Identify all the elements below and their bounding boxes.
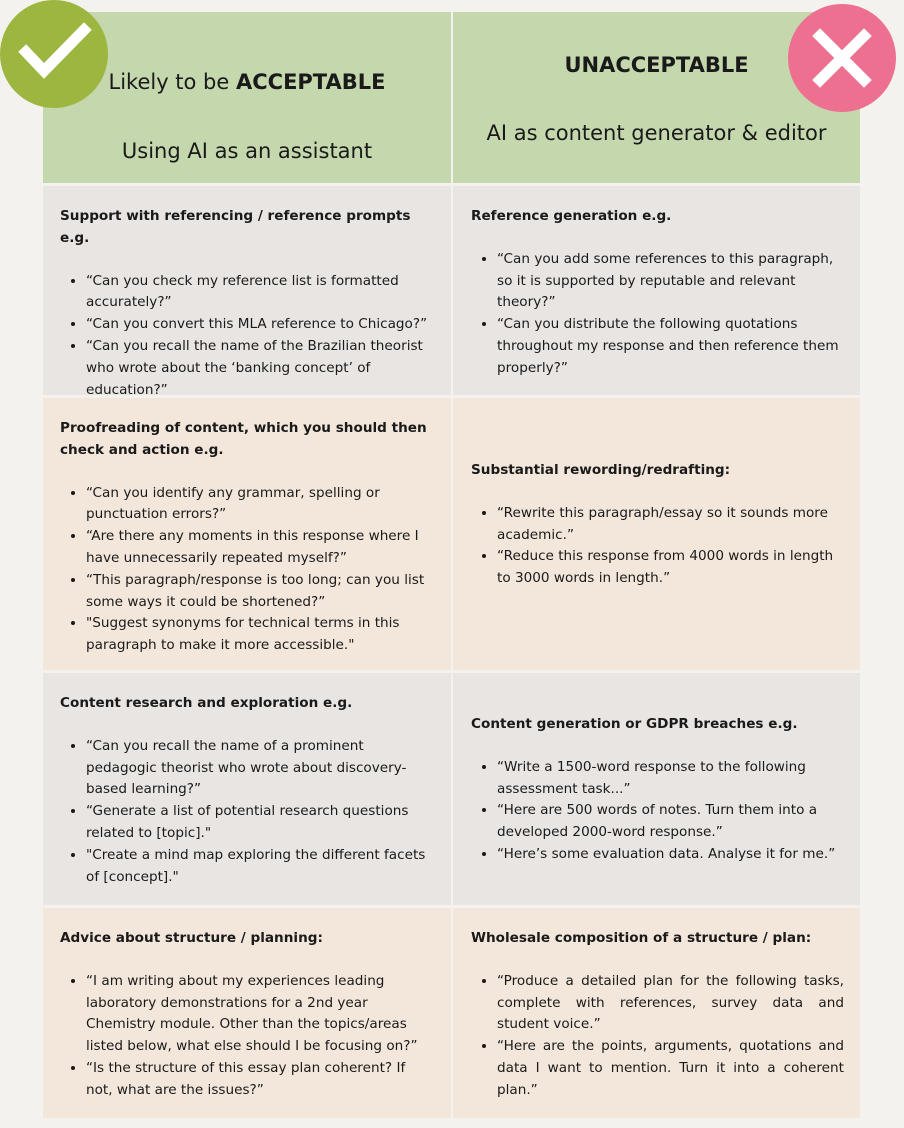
check-icon [0,0,108,108]
example-list [60,271,435,402]
unacceptable-cell-rewording [453,398,860,670]
example-list [471,503,844,590]
list-item: • “This paragraph/response is too long; can you list some ways it could be shortened?” [86,570,435,614]
example-list [60,971,435,1102]
list-item: • “Here are 500 words of notes. Turn them into a developed 2000-word response.” [497,800,844,844]
list-item: • “Is the structure of this essay plan coherent? If not, what are the issues?” [86,1058,435,1102]
list-item: • "Create a mind map exploring the different facets of [concept]." [86,845,435,889]
acceptable-cell-referencing [43,186,451,398]
example-list [60,736,435,889]
unacceptable-cell-reference-generation [453,186,860,395]
unacceptable-header-title: UNACCEPTABLE [564,53,749,77]
cell-title: Proofreading of content, which you should then check and action e.g. [60,420,427,458]
list-item: • "Suggest synonyms for technical terms in this paragraph to make it more accessible." [86,613,435,657]
list-item: • “Rewrite this paragraph/essay so it sounds more academic.” [497,503,844,547]
list-item: • “Can you distribute the following quotations throughout my response and then reference them properly?” [497,314,844,379]
unacceptable-cell-content-generation [453,673,860,905]
list-item: • “Write a 1500-word response to the following assessment task...” [497,757,844,801]
list-item: • “Produce a detailed plan for the following tasks, complete with references, survey data and student voice.” [497,971,844,1036]
acceptable-header-title: Likely to be ACCEPTABLE [108,70,386,94]
example-list [471,971,844,1102]
list-item: • “Here are the points, arguments, quotations and data I want to mention. Turn it into a coherent plan.” [497,1036,844,1101]
acceptable-cell-research [43,673,451,905]
cell-title: Reference generation e.g. [471,208,672,224]
list-item: • “Here’s some evaluation data. Analyse it for me.” [497,844,844,866]
example-list [471,249,844,380]
acceptable-cell-proofreading [43,398,451,670]
cross-icon [788,4,896,112]
cell-title: Wholesale composition of a structure / plan: [471,930,812,946]
cell-title: Advice about structure / planning: [60,930,323,946]
cell-title: Content generation or GDPR breaches e.g. [471,716,798,732]
cell-title: Support with referencing / reference prompts e.g. [60,208,411,246]
list-item: • “Can you identify any grammar, spelling or punctuation errors?” [86,483,435,527]
acceptable-header-subtitle: Using AI as an assistant [121,139,373,163]
example-list [60,483,435,657]
list-item: • “Are there any moments in this response where I have unnecessarily repeated myself?” [86,526,435,570]
cell-title: Content research and exploration e.g. [60,695,353,711]
list-item: • “Can you add some references to this paragraph, so it is supported by reputable and relevant theory?” [497,249,844,314]
list-item: • “Can you check my reference list is formatted accurately?” [86,271,435,315]
list-item: • “Can you recall the name of the Brazilian theorist who wrote about the ‘banking concept’ of education?” [86,336,435,401]
list-item: • “I am writing about my experiences leading laboratory demonstrations for a 2nd year Chemistry module. Other than the topics/areas listed below, what else should I be focusing on?” [86,971,435,1058]
unacceptable-cell-composition [453,908,860,1118]
list-item: • “Reduce this response from 4000 words in length to 3000 words in length.” [497,546,844,590]
example-list [471,757,844,866]
list-item: • “Can you recall the name of a prominent pedagogic theorist who wrote about discovery-based learning?” [86,736,435,801]
acceptable-cell-structure [43,908,451,1118]
list-item: • “Can you convert this MLA reference to Chicago?” [86,314,435,336]
list-item: • “Generate a list of potential research questions related to [topic]." [86,801,435,845]
comparison-table [43,12,860,1118]
cell-title: Substantial rewording/redrafting: [471,462,731,478]
unacceptable-header-subtitle: AI as content generator & editor [486,121,827,145]
